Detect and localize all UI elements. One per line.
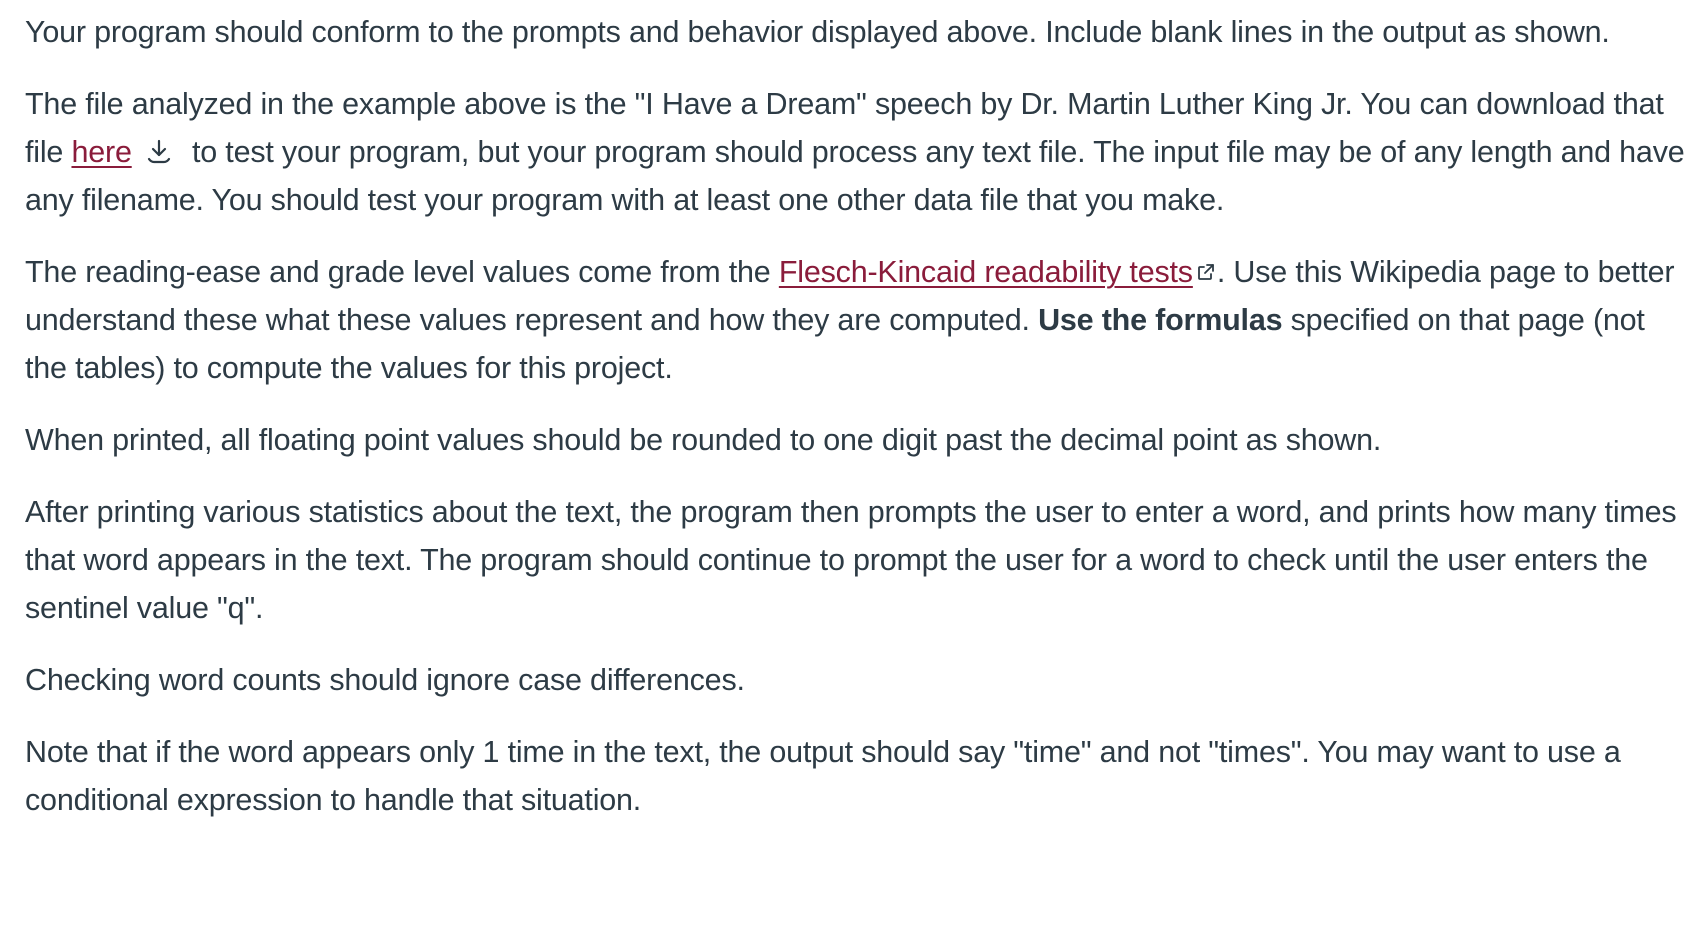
paragraph-text-end: specified on that page (not the tables) to compute the values for this project.	[25, 303, 1645, 385]
paragraph-text-end: to test your program, but your program should process any text file. The input file may be of any length and have any filename. You should test your program with at least one other data file that you make.	[25, 135, 1685, 217]
paragraph-conform-output	[25, 8, 1685, 56]
paragraph-text-middle: . Use this Wikipedia page to better understand these what these values represent and how they are computed.	[25, 255, 1675, 337]
paragraph-rounding	[25, 416, 1685, 464]
assignment-description	[25, 8, 1685, 848]
download-icon[interactable]	[146, 138, 172, 164]
flesch-kincaid-link[interactable]: Flesch-Kincaid readability tests	[778, 255, 1193, 289]
paragraph-word-prompt	[25, 488, 1685, 632]
paragraph-text: Checking word counts should ignore case differences.	[25, 663, 745, 697]
paragraph-text: After printing various statistics about the text, the program then prompts the user to enter a word, and prints how many times that word appears in the text. The program should continue to prompt the user for a word to check until the user enters the sentinel value "q".	[25, 495, 1677, 625]
use-formulas-emphasis: Use the formulas	[1038, 303, 1283, 337]
paragraph-text: Your program should conform to the prompts and behavior displayed above. Include blank lines in the output as shown.	[25, 15, 1610, 49]
paragraph-readability	[25, 248, 1685, 392]
download-file-link[interactable]: here	[71, 135, 132, 169]
paragraph-file-analyzed	[25, 80, 1685, 224]
external-link-icon[interactable]	[1197, 263, 1215, 281]
paragraph-ignore-case	[25, 656, 1685, 704]
paragraph-text: Note that if the word appears only 1 time in the text, the output should say "time" and not "times". You may want to use a conditional expression to handle that situation.	[25, 735, 1621, 817]
paragraph-text-start: The file analyzed in the example above is the "I Have a Dream" speech by Dr. Martin Luther King Jr. You can download that file	[25, 87, 1664, 169]
paragraph-text: When printed, all floating point values should be rounded to one digit past the decimal point as shown.	[25, 423, 1382, 457]
paragraph-text-start: The reading-ease and grade level values come from the	[25, 255, 779, 289]
paragraph-time-vs-times	[25, 728, 1685, 824]
